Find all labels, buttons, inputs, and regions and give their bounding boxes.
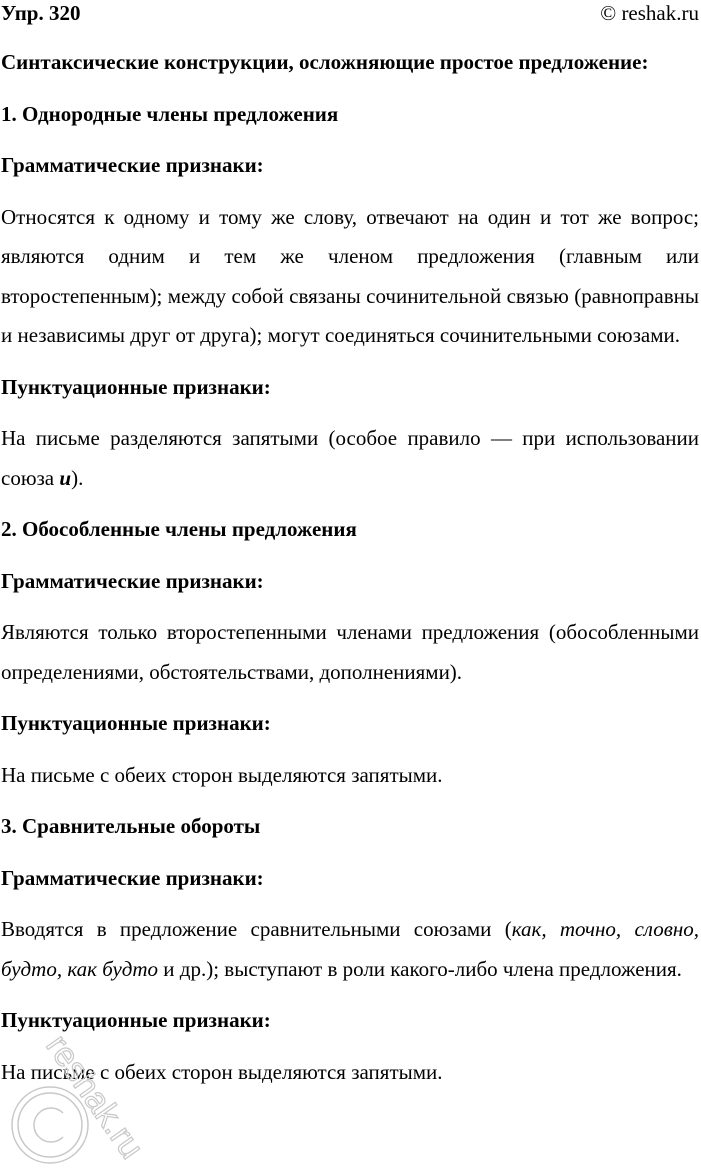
watermark-text: reshak.ru — [38, 1027, 151, 1166]
grammar-text: Являются только второстепенными членами предложения (обособленными определениями, обстоятельствами, дополнениями). — [1, 620, 699, 684]
exercise-number: Упр. 320 — [1, 1, 81, 25]
punctuation-text: На письме с обеих сторон выделяются запятыми. — [1, 762, 443, 787]
section-heading: 1. Однородные члены предложения — [1, 101, 339, 126]
grammar-text — [1, 910, 699, 989]
grammar-label: Грамматические признаки: — [1, 153, 264, 177]
conjunctions-italic: как, точно, словно, будто, как будто — [1, 917, 699, 981]
punctuation-text: На письме с обеих сторон выделяются запятыми. — [1, 1059, 443, 1084]
text-part: На письме разделяются запятыми (особое правило — при использовании союза — [1, 426, 699, 490]
text-part: Вводятся в предложение сравнительными союзами ( — [1, 917, 512, 941]
page-header — [1, 0, 699, 30]
text-part: ). — [71, 465, 84, 490]
section-heading: 2. Обособленные члены предложения — [1, 517, 357, 541]
text-part: и др.); выступают в роли какого-либо члена предложения. — [158, 956, 682, 981]
punctuation-text — [1, 419, 699, 498]
copyright-label: © reshak.ru — [600, 1, 699, 25]
punctuation-label: Пунктуационные признаки: — [1, 374, 271, 399]
punctuation-label: Пунктуационные признаки: — [1, 1008, 271, 1032]
grammar-label: Грамматические признаки: — [1, 568, 264, 593]
punctuation-label: Пунктуационные признаки: — [1, 711, 271, 735]
grammar-label: Грамматические признаки: — [1, 865, 264, 890]
grammar-text: Относятся к одному и тому же слову, отвечают на один и тот же вопрос; являются одним и тем же членом предложения (главным или второстепенным); между собой связаны сочинительной связью (равноправны и независимы друг от друга); могут соединяться сочинительными союзами. — [1, 204, 699, 347]
section-heading: 3. Сравнительные обороты — [1, 814, 261, 838]
conjunction-italic: и — [59, 465, 72, 490]
document-title: Синтаксические конструкции, осложняющие простое предложение: — [1, 50, 649, 74]
